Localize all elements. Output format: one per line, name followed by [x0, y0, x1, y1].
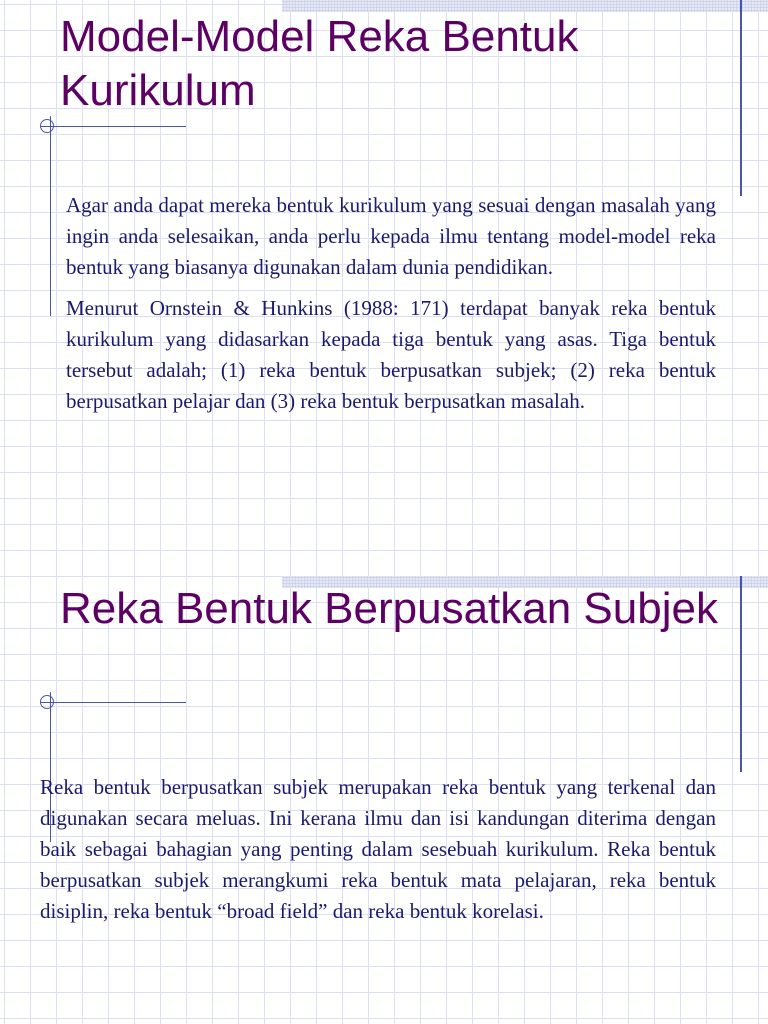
title-underline	[40, 126, 186, 127]
decorative-vertical-rule	[50, 116, 51, 316]
slide-title: Model-Model Reka Bentuk Kurikulum	[60, 12, 579, 115]
title-underline	[40, 702, 186, 703]
slide-2	[0, 576, 768, 1024]
body-paragraph: Agar anda dapat mereka bentuk kurikulum yang sesuai dengan masalah yang ingin anda selesaikan, anda perlu kepada ilmu tentang model-model reka bentuk yang biasanya digunakan dalam dunia pendidikan.	[66, 193, 716, 279]
crosshair-icon	[40, 119, 54, 133]
slide-body	[66, 190, 716, 427]
slide-body	[40, 772, 716, 937]
decorative-vertical-bar	[740, 576, 742, 772]
body-paragraph: Menurut Ornstein & Hunkins (1988: 171) terdapat banyak reka bentuk kurikulum yang didasarkan kepada tiga bentuk yang asas. Tiga bentuk tersebut adalah; (1) reka bentuk berpusatkan subjek; (2) reka bentuk berpusatkan pelajar dan (3) reka bentuk berpusatkan masalah.	[66, 296, 716, 413]
slide-title: Reka Bentuk Berpusatkan Subjek	[60, 584, 718, 633]
decorative-vertical-bar	[740, 0, 742, 196]
crosshair-icon	[40, 695, 54, 709]
body-paragraph: Reka bentuk berpusatkan subjek merupakan reka bentuk yang terkenal dan digunakan secara meluas. Ini kerana ilmu dan isi kandungan diterima dengan baik sebagai bahagian yang penting dalam sesebuah kurikulum. Reka bentuk berpusatkan subjek merangkumi reka bentuk mata pelajaran, reka bentuk disiplin, reka bentuk “broad field” dan reka bentuk korelasi.	[40, 775, 716, 923]
